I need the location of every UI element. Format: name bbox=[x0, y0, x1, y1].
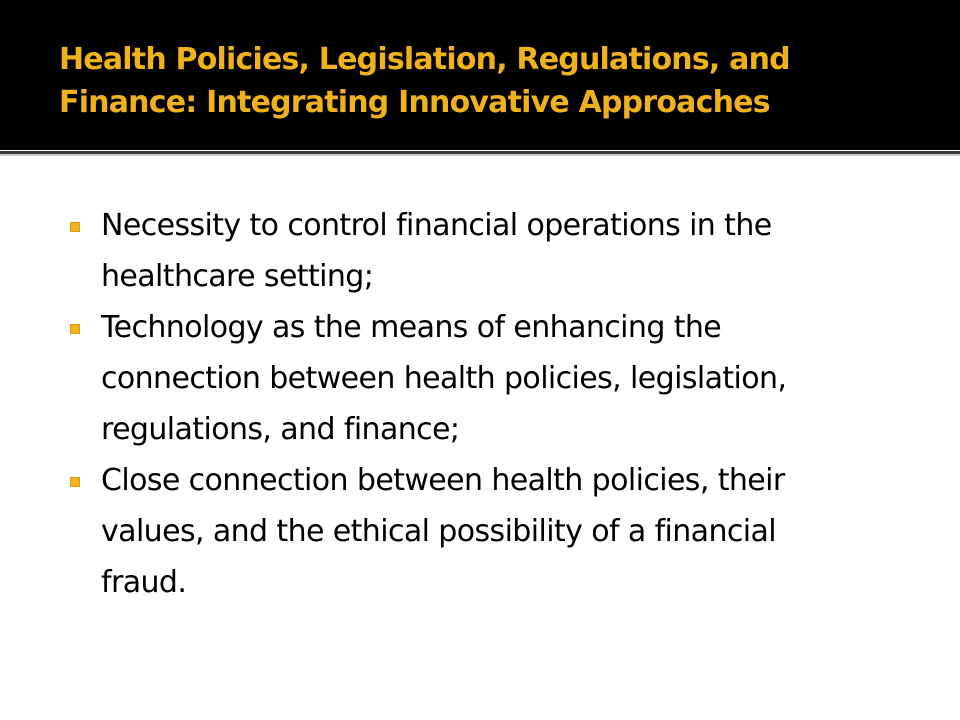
square-bullet-icon bbox=[70, 222, 80, 232]
bullet-text: Necessity to control financial operations in the healthcare setting; bbox=[101, 208, 772, 294]
bullet-item bbox=[68, 302, 868, 455]
square-bullet-icon bbox=[70, 477, 80, 487]
bullet-text: Technology as the means of enhancing the connection between health policies, legislation, regulations, and finance; bbox=[101, 310, 787, 447]
bullet-list bbox=[68, 200, 868, 608]
bullet-text: Close connection between health policies, their values, and the ethical possibility of a financial fraud. bbox=[101, 463, 785, 600]
bullet-item bbox=[68, 455, 868, 608]
bullet-item bbox=[68, 200, 868, 302]
title-divider-shadow bbox=[0, 154, 960, 156]
square-bullet-icon bbox=[70, 324, 80, 334]
slide-title: Health Policies, Legislation, Regulations, and Finance: Integrating Innovative Approaches bbox=[59, 42, 790, 120]
title-band bbox=[0, 0, 960, 150]
